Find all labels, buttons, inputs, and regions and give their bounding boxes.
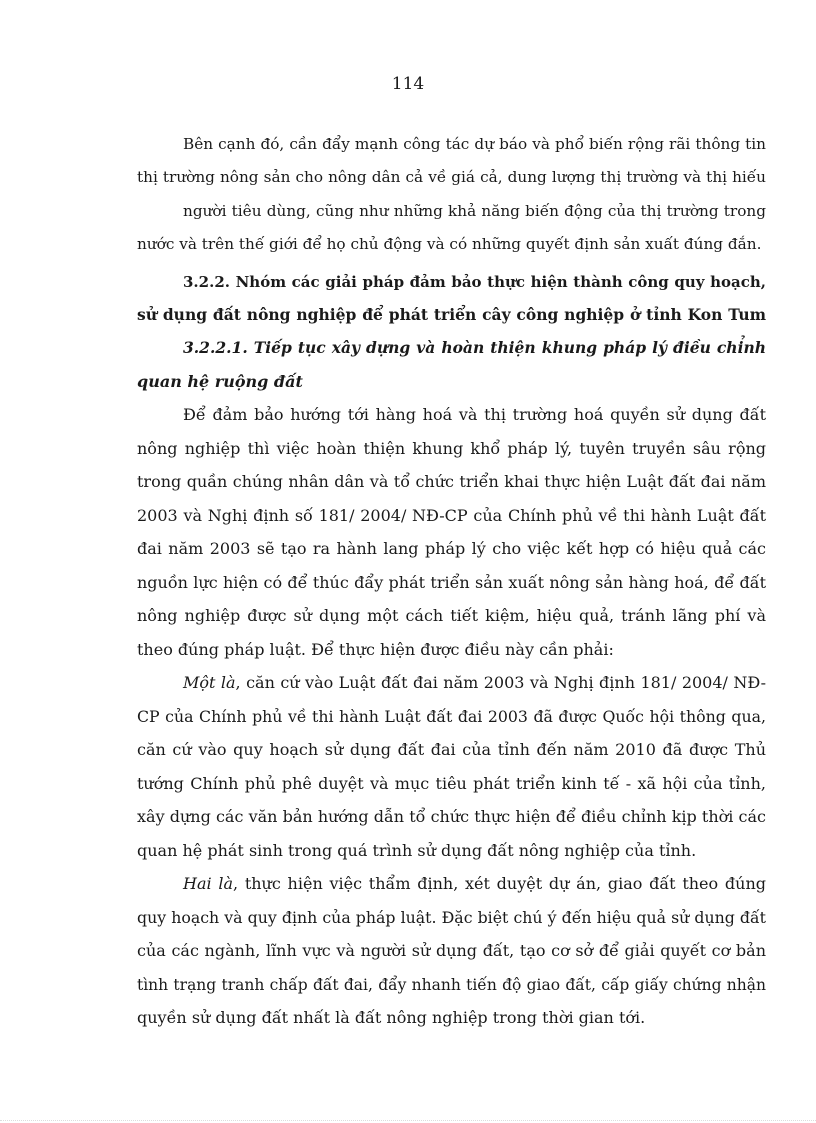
text-line: đai năm 2003 sẽ tạo ra hành lang pháp lý cho việc kết hợp có hiệu quả các xyxy=(137,539,766,558)
text-line: nước và trên thế giới để họ chủ động và có những quyết định sản xuất đúng đắn. xyxy=(137,235,762,253)
text-line xyxy=(183,673,766,693)
heading-line: 3.2.2.1. Tiếp tục xây dựng và hoàn thiện khung pháp lý điều chỉnh xyxy=(183,338,766,357)
text-line xyxy=(183,874,766,894)
text-line: trong quần chúng nhân dân và tổ chức triển khai thực hiện Luật đất đai năm xyxy=(137,472,766,491)
text-line: Bên cạnh đó, cần đẩy mạnh công tác dự báo và phổ biến rộng rãi thông tin xyxy=(183,135,766,153)
enumeration-lead: Một là xyxy=(183,673,236,692)
text-line: người tiêu dùng, cũng như những khả năng biến động của thị trường trong xyxy=(183,202,766,220)
text-line: quy hoạch và quy định của pháp luật. Đặc biệt chú ý đến hiệu quả sử dụng đất xyxy=(137,908,766,927)
text-line: thị trường nông sản cho nông dân cả về giá cả, dung lượng thị trường và thị hiếu xyxy=(137,168,766,186)
text-line: quan hệ phát sinh trong quá trình sử dụng đất nông nghiệp của tỉnh. xyxy=(137,841,697,860)
text-line: quyền sử dụng đất nhất là đất nông nghiệp trong thời gian tới. xyxy=(137,1008,646,1027)
page-bottom-divider xyxy=(0,1120,816,1121)
page-number: 114 xyxy=(391,74,425,94)
heading-line: 3.2.2. Nhóm các giải pháp đảm bảo thực hiện thành công quy hoạch, xyxy=(183,273,766,291)
text-line: tình trạng tranh chấp đất đai, đẩy nhanh tiến độ giao đất, cấp giấy chứng nhận xyxy=(137,976,766,994)
text-line: nông nghiệp thì việc hoàn thiện khung khổ pháp lý, tuyên truyền sâu rộng xyxy=(137,439,766,458)
text-line: nông nghiệp được sử dụng một cách tiết kiệm, hiệu quả, tránh lãng phí và xyxy=(137,606,766,625)
text-line: Để đảm bảo hướng tới hàng hoá và thị trường hoá quyền sử dụng đất xyxy=(183,405,766,424)
text-line: 2003 và Nghị định số 181/ 2004/ NĐ-CP của Chính phủ về thi hành Luật đất xyxy=(137,506,766,525)
text-line: xây dựng các văn bản hướng dẫn tổ chức thực hiện để điều chỉnh kịp thời các xyxy=(137,807,766,826)
heading-line: sử dụng đất nông nghiệp để phát triển cây công nghiệp ở tỉnh Kon Tum xyxy=(137,305,766,324)
text-line: theo đúng pháp luật. Để thực hiện được điều này cần phải: xyxy=(137,640,614,659)
heading-line: quan hệ ruộng đất xyxy=(137,372,303,391)
text-span: , căn cứ vào Luật đất đai năm 2003 và Nghị định 181/ 2004/ NĐ- xyxy=(235,673,766,692)
text-span: , thực hiện việc thẩm định, xét duyệt dự án, giao đất theo đúng xyxy=(233,874,766,893)
text-line: của các ngành, lĩnh vực và người sử dụng đất, tạo cơ sở để giải quyết cơ bản xyxy=(137,941,766,960)
text-line: nguồn lực hiện có để thúc đẩy phát triển sản xuất nông sản hàng hoá, để đất xyxy=(137,573,766,592)
text-line: CP của Chính phủ về thi hành Luật đất đai 2003 đã được Quốc hội thông qua, xyxy=(137,707,766,726)
text-line: căn cứ vào quy hoạch sử dụng đất đai của tỉnh đến năm 2010 đã được Thủ xyxy=(137,740,766,759)
enumeration-lead: Hai là xyxy=(183,874,233,893)
text-line: tướng Chính phủ phê duyệt và mục tiêu phát triển kinh tế - xã hội của tỉnh, xyxy=(137,774,766,793)
